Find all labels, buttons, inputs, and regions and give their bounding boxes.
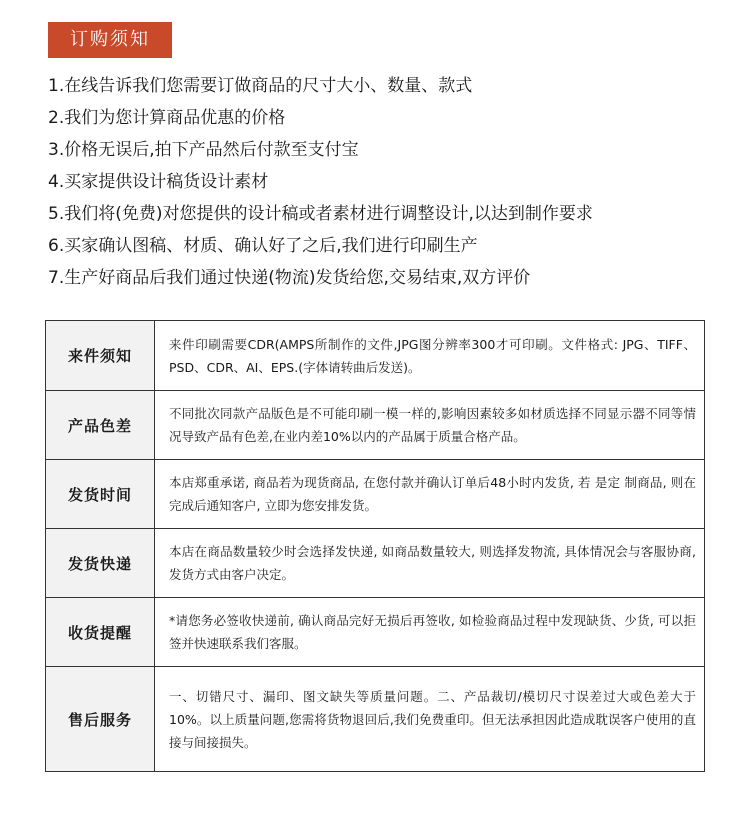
page-title: 订购须知	[48, 22, 172, 58]
step-6: 6.买家确认图稿、材质、确认好了之后,我们进行印刷生产	[48, 236, 478, 256]
notice-row-courier	[46, 529, 705, 598]
step-4: 4.买家提供设计稿货设计素材	[48, 172, 269, 192]
notice-row-incoming-files	[46, 321, 705, 391]
notice-row-after-sales	[46, 667, 705, 772]
notice-text: 不同批次同款产品版色是不可能印刷一模一样的,影响因素较多如材质选择不同显示器不同等情况导致产品有色差,在业内差10%以内的产品属于质量合格产品。	[155, 391, 705, 460]
notice-label: 产品色差	[46, 391, 155, 460]
step-2: 2.我们为您计算商品优惠的价格	[48, 108, 286, 128]
notice-text: 来件印刷需要CDR(AMPS所制作的文件,JPG图分辨率300才可印刷。文件格式: JPG、TIFF、PSD、CDR、AI、EPS.(字体请转曲后发送)。	[155, 321, 705, 391]
notice-text: 本店在商品数量较少时会选择发快递, 如商品数量较大, 则选择发物流, 具体情况会与客服协商, 发货方式由客户决定。	[155, 529, 705, 598]
notice-row-receipt-reminder	[46, 598, 705, 667]
notice-text: *请您务必签收快递前, 确认商品完好无损后再签收, 如检验商品过程中发现缺货、少货, 可以拒签并快速联系我们客服。	[155, 598, 705, 667]
notice-label: 收货提醒	[46, 598, 155, 667]
notice-table	[45, 320, 705, 772]
step-3: 3.价格无误后,拍下产品然后付款至支付宝	[48, 140, 359, 160]
notice-row-color-difference	[46, 391, 705, 460]
notice-row-shipping-time	[46, 460, 705, 529]
notice-label: 售后服务	[46, 667, 155, 772]
step-5: 5.我们将(免费)对您提供的设计稿或者素材进行调整设计,以达到制作要求	[48, 204, 593, 224]
notice-text: 本店郑重承诺, 商品若为现货商品, 在您付款并确认订单后48小时内发货, 若 是定 制商品, 则在完成后通知客户, 立即为您安排发货。	[155, 460, 705, 529]
order-steps-list	[48, 70, 593, 294]
notice-text: 一、切错尺寸、漏印、图文缺失等质量问题。二、产品裁切/模切尺寸误差过大或色差大于10%。以上质量问题,您需将货物退回后,我们免费重印。但无法承担因此造成耽误客户使用的直接与间接损失。	[155, 667, 705, 772]
notice-label: 来件须知	[46, 321, 155, 391]
step-1: 1.在线告诉我们您需要订做商品的尺寸大小、数量、款式	[48, 76, 473, 96]
notice-label: 发货时间	[46, 460, 155, 529]
step-7: 7.生产好商品后我们通过快递(物流)发货给您,交易结束,双方评价	[48, 268, 531, 288]
notice-label: 发货快递	[46, 529, 155, 598]
